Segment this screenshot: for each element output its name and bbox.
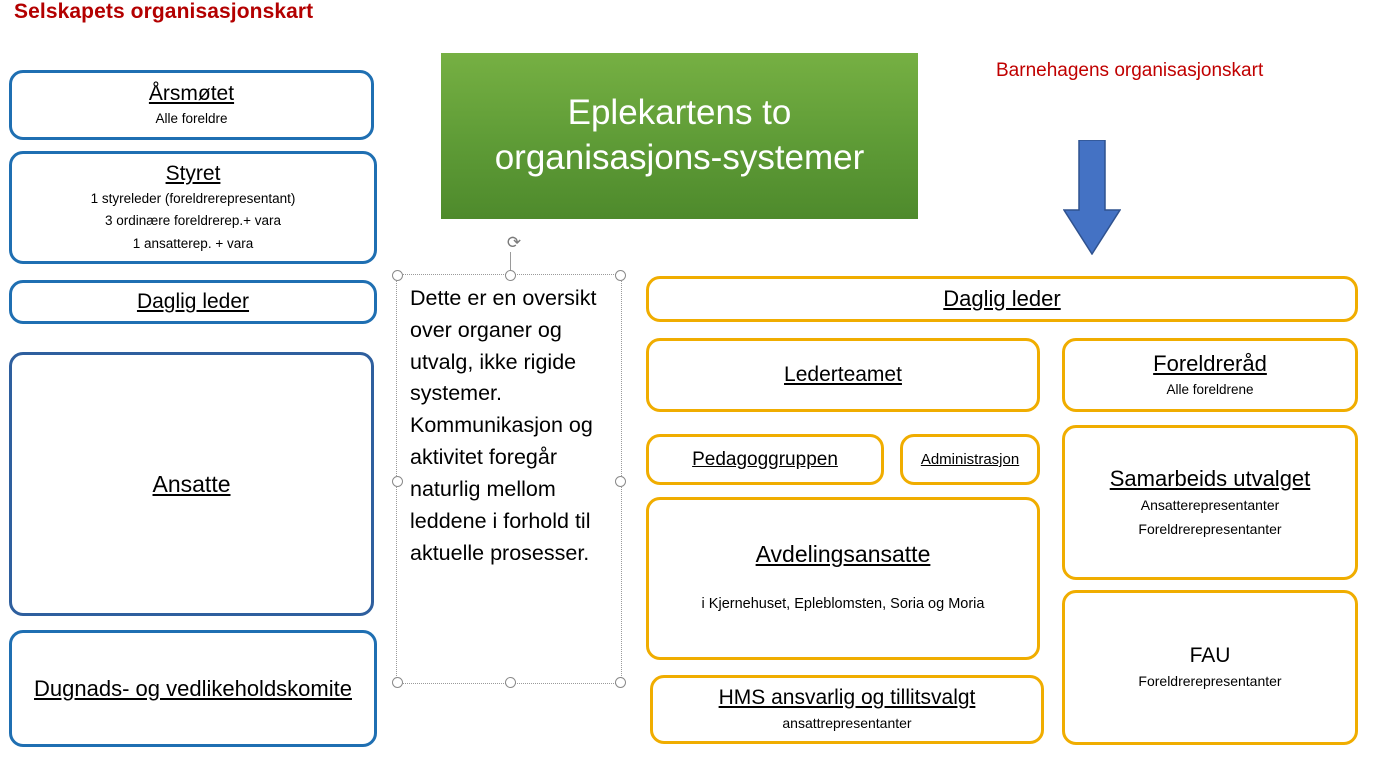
box-dugnadskomite[interactable] [9,630,377,747]
box-samarbeidsutvalget-line-2: Foreldrerepresentanter [1138,520,1282,537]
box-foreldrerad[interactable] [1062,338,1358,412]
resize-handle-top-left[interactable] [392,270,403,281]
box-avdelingsansatte-subtitle: i Kjernehuset, Epleblomsten, Soria og Moria [701,596,985,613]
box-daglig-leder-left-title: Daglig leder [136,290,250,313]
box-hms-tillitsvalgt[interactable] [650,675,1044,744]
box-foreldrerad-subtitle: Alle foreldrene [1166,381,1254,397]
resize-handle-top-right[interactable] [615,270,626,281]
box-avdelingsansatte-title: Avdelingsansatte [755,541,931,568]
box-pedagoggruppen[interactable] [646,434,884,485]
resize-handle-bottom-left[interactable] [392,677,403,688]
box-administrasjon-title: Administrasjon [920,451,1020,468]
text-shape-body[interactable]: Dette er en oversikt over organer og utvalg, ikke rigide systemer. Kommunikasjon og aktivitet foregår naturlig mellom leddene i forhold til aktuelle prosesser. [410,286,597,565]
box-pedagoggruppen-title: Pedagoggruppen [692,448,838,470]
box-daglig-leder-left[interactable] [9,280,377,324]
box-styret-line-3: 1 ansatterep. + vara [132,235,254,251]
text-shape-selected[interactable] [396,274,622,684]
box-lederteamet[interactable] [646,338,1040,412]
box-samarbeidsutvalget-line-1: Ansatterepresentanter [1140,496,1280,513]
banner-heading [441,53,918,219]
box-dugnadskomite-title: Dugnads- og vedlikeholdskomite [34,676,352,701]
box-styret[interactable] [9,151,377,264]
box-fau-subtitle: Foreldrerepresentanter [1138,672,1282,689]
resize-handle-top-center[interactable] [505,270,516,281]
box-hms-tillitsvalgt-subtitle: ansattrepresentanter [782,714,912,731]
box-daglig-leder-right-title: Daglig leder [943,286,1061,311]
box-arsmotet-subtitle: Alle foreldre [155,110,228,126]
page-title: Selskapets organisasjonskart [14,0,314,23]
box-arsmotet[interactable] [9,70,374,140]
box-styret-line-2: 3 ordinære foreldrerep.+ vara [105,213,281,229]
resize-handle-middle-left[interactable] [392,476,403,487]
box-foreldrerad-title: Foreldreråd [1153,350,1267,376]
resize-handle-bottom-right[interactable] [615,677,626,688]
box-ansatte[interactable] [9,352,374,616]
rotate-handle-icon[interactable]: ⟳ [506,233,522,252]
resize-handle-middle-right[interactable] [615,476,626,487]
box-samarbeidsutvalget-title: Samarbeids utvalget [1109,465,1311,491]
box-styret-title: Styret [165,161,221,185]
box-administrasjon[interactable] [900,434,1040,485]
banner-heading-text: Eplekartens to organisasjons-systemer [494,93,865,177]
right-org-chart-title: Barnehagens organisasjonskart [996,60,1264,81]
box-fau-title: FAU [1189,643,1231,667]
box-styret-line-1: 1 styreleder (foreldrerepresentant) [90,190,296,206]
box-arsmotet-title: Årsmøtet [148,81,235,105]
resize-handle-bottom-center[interactable] [505,677,516,688]
box-samarbeidsutvalget[interactable] [1062,425,1358,580]
box-lederteamet-title: Lederteamet [784,363,902,386]
down-arrow-icon [1063,140,1121,255]
box-avdelingsansatte[interactable] [646,497,1040,660]
box-fau[interactable] [1062,590,1358,745]
box-hms-tillitsvalgt-title: HMS ansvarlig og tillitsvalgt [718,685,976,709]
box-daglig-leder-right[interactable] [646,276,1358,322]
box-ansatte-title: Ansatte [152,470,231,497]
